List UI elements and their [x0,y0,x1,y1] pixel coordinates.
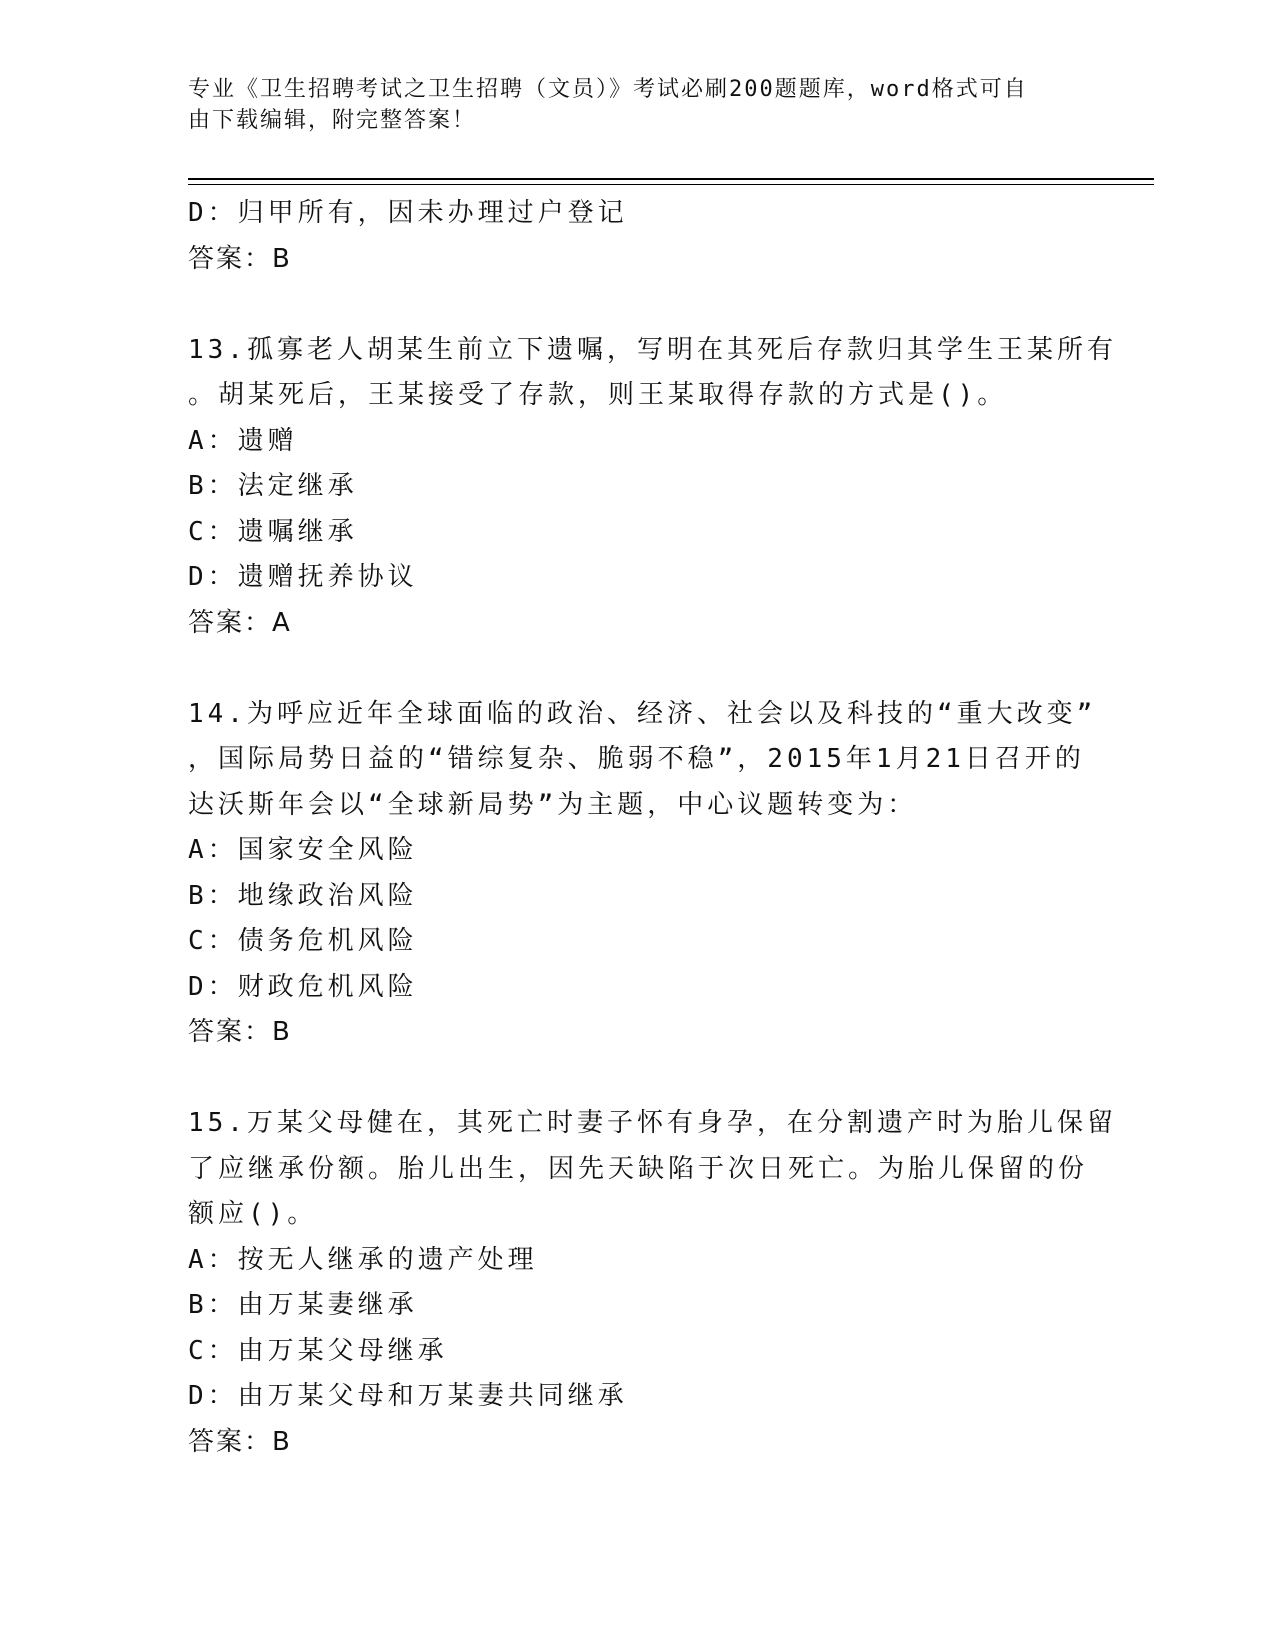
header-divider-thick [188,178,1154,180]
option-b: B：地缘政治风险 [188,880,418,911]
question-13 [188,328,1117,647]
question-14 [188,692,1097,1056]
question-text-line: 14.为呼应近年全球面临的政治、经济、社会以及科技的“重大改变” [188,698,1097,729]
spacer [188,1056,1088,1102]
option-a: A：国家安全风险 [188,835,418,865]
option-c: C：由万某父母继承 [188,1335,448,1366]
option-a: A：遗赠 [188,425,298,456]
answer-line: 答案：B [188,1426,292,1457]
spacer [188,282,1088,328]
answer-line: 答案：B [188,243,292,274]
question-text-line: 达沃斯年会以“全球新局势”为主题，中心议题转变为： [188,789,918,820]
option-d: D：财政危机风险 [188,971,418,1002]
spacer [188,646,1088,692]
question-text-line: ，国际局势日益的“错综复杂、脆弱不稳”，2015年1月21日召开的 [188,744,1085,774]
option-b: B：由万某妻继承 [188,1290,418,1320]
option-c: C：遗嘱继承 [188,516,358,547]
answer-line: 答案：A [188,607,292,638]
question-text-line: 15.万某父母健在，其死亡时妻子怀有身孕，在分割遗产时为胎儿保留 [188,1108,1117,1138]
question-15 [188,1101,1117,1465]
question-text-line: 了应继承份额。胎儿出生，因先天缺陷于次日死亡。为胎儿保留的份 [188,1153,1089,1184]
document-header [188,74,1068,136]
option-c: C：债务危机风险 [188,926,418,956]
option-d: D：归甲所有，因未办理过户登记 [188,198,628,228]
option-a: A：按无人继承的遗产处理 [188,1244,538,1275]
option-b: B：法定继承 [188,471,358,501]
question-text-line: 。胡某死后，王某接受了存款，则王某取得存款的方式是()。 [188,380,1008,410]
option-d: D：由万某父母和万某妻共同继承 [188,1381,628,1411]
question-12-tail [188,191,1088,282]
answer-line: 答案：B [188,1017,292,1047]
document-body [188,191,1117,1465]
option-d: D：遗赠抚养协议 [188,562,418,592]
header-line-2: 由下载编辑，附完整答案！ [188,108,477,133]
header-divider-thin [188,184,1154,185]
header-line-1: 专业《卫生招聘考试之卫生招聘（文员）》考试必刷200题题库，word格式可自 [188,77,1028,102]
question-text-line: 额应()。 [188,1199,318,1229]
question-text-line: 13.孤寡老人胡某生前立下遗嘱，写明在其死后存款归其学生王某所有 [188,334,1117,365]
